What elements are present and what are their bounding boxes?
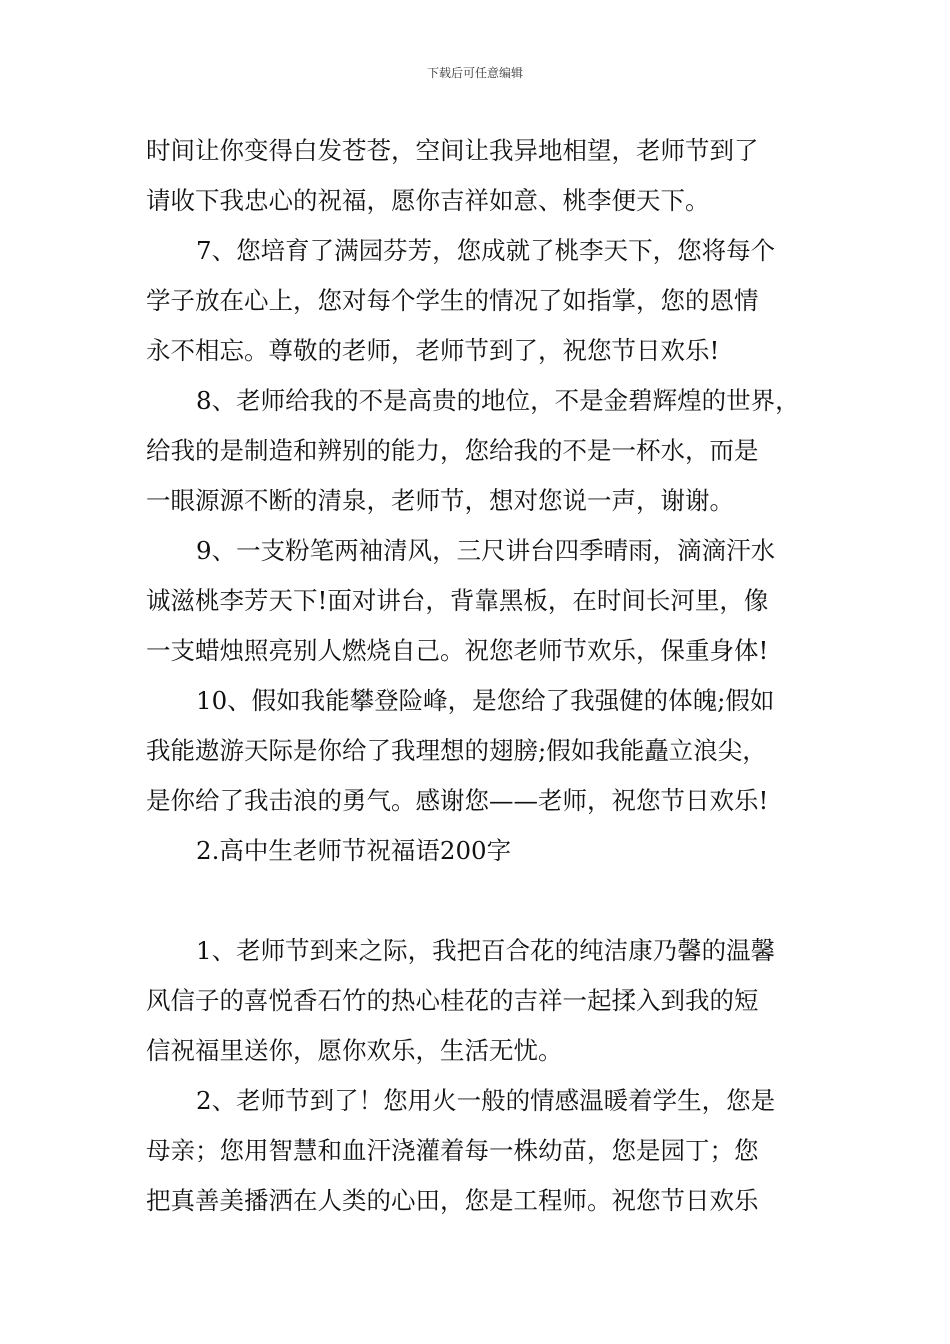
- paragraph-line: 学子放在心上，您对每个学生的情况了如指掌，您的恩情: [146, 286, 759, 315]
- paragraph-line: 2、老师节到了！您用火一般的情感温暖着学生，您是: [196, 1086, 776, 1115]
- page-header: 下载后可任意编辑: [426, 66, 523, 80]
- paragraph-line: 一支蜡烛照亮别人燃烧自己。祝您老师节欢乐，保重身体!: [146, 636, 769, 665]
- section-heading: 2.高中生老师节祝福语200字: [196, 836, 512, 865]
- paragraph-line: 诚滋桃李芳天下!面对讲台，背靠黑板，在时间长河里，像: [146, 586, 769, 615]
- document-body: [146, 126, 808, 1226]
- paragraph-line: 给我的是制造和辨别的能力，您给我的不是一杯水，而是: [146, 436, 759, 465]
- paragraph-line: 8、老师给我的不是高贵的地位，不是金碧辉煌的世界，: [196, 386, 800, 415]
- paragraph-line: 母亲；您用智慧和血汗浇灌着每一株幼苗，您是园丁；您: [146, 1136, 759, 1165]
- paragraph-line: 一眼源源不断的清泉，老师节，想对您说一声，谢谢。: [146, 486, 734, 515]
- paragraph-line: 请收下我忠心的祝福，愿你吉祥如意、桃李便天下。: [146, 186, 710, 215]
- spacer: [146, 876, 808, 926]
- paragraph-line: 我能遨游天际是你给了我理想的翅膀;假如我能矗立浪尖，: [146, 736, 767, 765]
- paragraph-line: 9、一支粉笔两袖清风，三尺讲台四季晴雨，滴滴汗水: [196, 536, 776, 565]
- paragraph-line: 信祝福里送你，愿你欢乐，生活无忧。: [146, 1036, 563, 1065]
- paragraph-line: 是你给了我击浪的勇气。感谢您——老师，祝您节日欢乐!: [146, 786, 769, 815]
- paragraph-line: 把真善美播洒在人类的心田，您是工程师。祝您节日欢乐: [146, 1186, 759, 1215]
- paragraph-line: 风信子的喜悦香石竹的热心桂花的吉祥一起揉入到我的短: [146, 986, 759, 1015]
- paragraph-line: 时间让你变得白发苍苍，空间让我异地相望，老师节到了: [146, 136, 759, 165]
- paragraph-line: 永不相忘。尊敬的老师，老师节到了，祝您节日欢乐!: [146, 336, 720, 365]
- paragraph-line: 7、您培育了满园芬芳，您成就了桃李天下，您将每个: [196, 236, 776, 265]
- paragraph-line: 10、假如我能攀登险峰，是您给了我强健的体魄;假如: [196, 686, 775, 715]
- paragraph-line: 1、老师节到来之际，我把百合花的纯洁康乃馨的温馨: [196, 936, 776, 965]
